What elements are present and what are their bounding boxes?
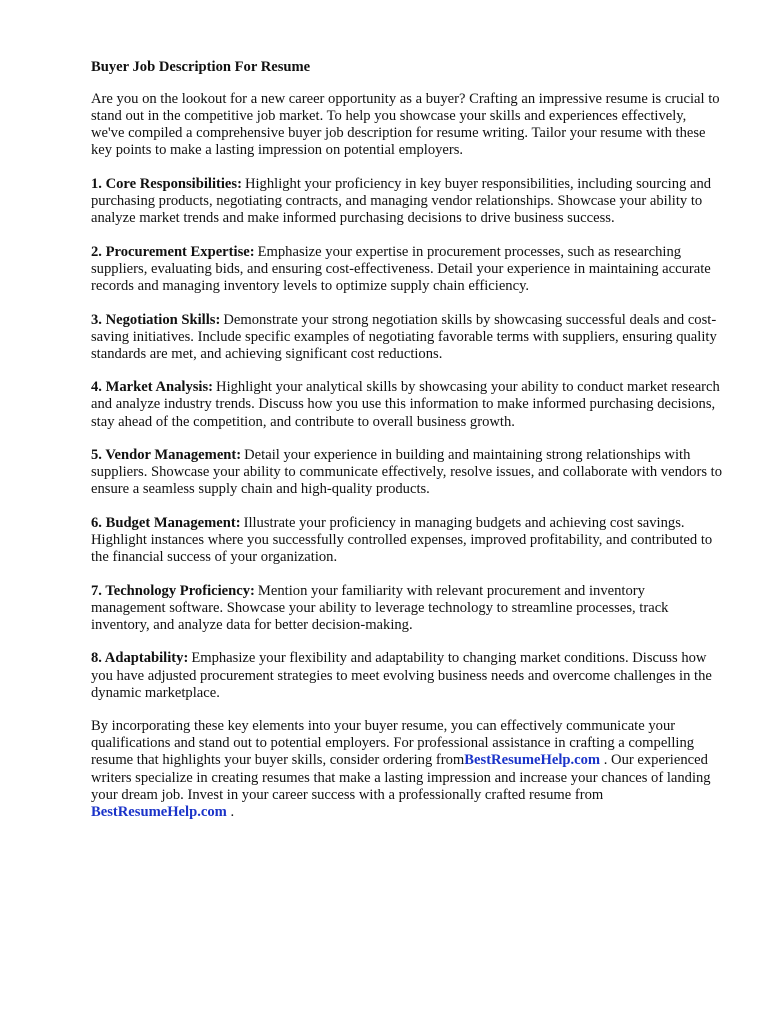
section-procurement-expertise — [91, 244, 723, 295]
section-vendor-management — [91, 447, 723, 498]
section-heading: 6. Budget Management: — [91, 514, 241, 531]
section-body: Demonstrate your strong negotiation skills by showcasing successful deals and cost-saving initiatives. Include specific examples of negotiating favorable terms with suppliers, ensuring quality standards are met, and achieving significant cost reductions. — [91, 311, 717, 362]
section-core-responsibilities — [91, 176, 723, 227]
bestresumehelp-link[interactable]: BestResumeHelp.com — [91, 803, 227, 820]
section-body: Mention your familiarity with relevant procurement and inventory management software. Showcase your ability to leverage technology to streamline processes, track inventory, and analyze data for better decision-making. — [91, 582, 669, 633]
section-heading: 3. Negotiation Skills: — [91, 311, 221, 328]
document-title: Buyer Job Description For Resume — [91, 59, 311, 75]
section-technology-proficiency — [91, 583, 723, 634]
bestresumehelp-link[interactable]: BestResumeHelp.com — [464, 752, 601, 769]
closing-text: . Our experienced writers specialize in creating resumes that make a lasting impression and increase your chances of landing your dream job. Invest in your career success with a professionally crafted resume from — [91, 752, 711, 803]
section-heading: 4. Market Analysis: — [91, 379, 214, 396]
section-body: Highlight your proficiency in key buyer responsibilities, including sourcing and purchasing products, negotiating contracts, and managing vendor relationships. Showcase your ability to analyze market trends and make informed purchasing decisions to drive business success. — [91, 175, 712, 227]
section-body: Detail your experience in building and maintaining strong relationships with suppliers. Showcase your ability to communicate effectively, resolve issues, and collaborate with vendors to ensure a seamless supply chain and high-quality products. — [91, 447, 723, 498]
section-market-analysis — [91, 379, 723, 430]
section-heading: 2. Procurement Expertise: — [91, 243, 255, 260]
closing-paragraph — [91, 718, 723, 821]
intro-paragraph: Are you on the lookout for a new career opportunity as a buyer? Crafting an impressive resume is crucial to stand out in the competitive job market. To help you showcase your skills and experiences effectively, we've compiled a comprehensive buyer job description for resume writing. Tailor your resume with these key points to make a lasting impression on potential employers. — [91, 91, 720, 159]
section-negotiation-skills — [91, 312, 723, 363]
section-body: Emphasize your expertise in procurement processes, such as researching suppliers, evaluating bids, and ensuring cost-effectiveness. Detail your experience in maintaining accurate records and managing inventory levels to optimize supply chain efficiency. — [91, 243, 711, 294]
section-heading: 5. Vendor Management: — [91, 447, 242, 464]
section-budget-management — [91, 515, 723, 566]
section-heading: 1. Core Responsibilities: — [91, 175, 242, 192]
document-page — [91, 59, 723, 837]
section-body: Emphasize your flexibility and adaptability to changing market conditions. Discuss how you have adjusted procurement strategies to meet evolving business needs and overcome challenges in the dynamic marketplace. — [91, 650, 712, 701]
section-body: Illustrate your proficiency in managing budgets and achieving cost savings. Highlight instances where you successfully controlled expenses, improved profitability, and contributed to the financial success of your organization. — [91, 514, 713, 566]
section-adaptability — [91, 650, 723, 701]
section-heading: 8. Adaptability: — [91, 650, 189, 667]
closing-text: By incorporating these key elements into your buyer resume, you can effectively communicate your qualifications and stand out to potential employers. For professional assistance in crafting a compelling resume that highlights your buyer skills, consider ordering from — [91, 718, 695, 769]
section-heading: 7. Technology Proficiency: — [91, 582, 255, 599]
closing-period: . — [230, 803, 235, 820]
section-body: Highlight your analytical skills by showcasing your ability to conduct market research and analyze industry trends. Discuss how you use this information to make informed purchasing decisions, stay ahead of the competition, and contribute to overall business growth. — [91, 379, 720, 430]
